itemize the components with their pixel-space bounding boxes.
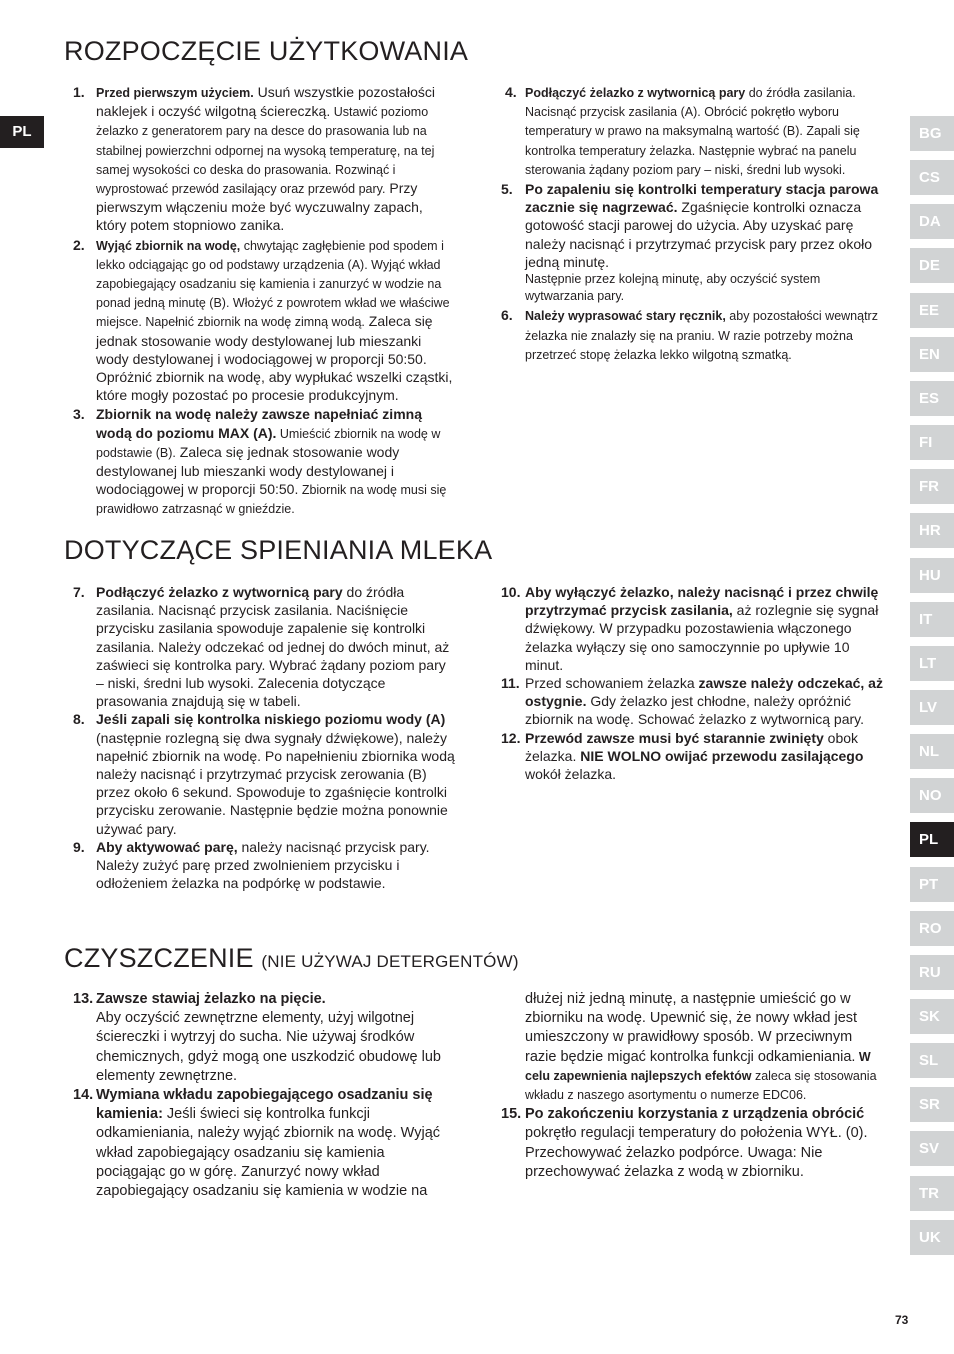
- language-tab-uk[interactable]: UK: [910, 1220, 954, 1255]
- list-item: [501, 674, 883, 729]
- item-text: chwytając zagłębienie pod spodem i lekko odciągając go od podstawy urządzenia (A). Wyjąć wkład zapobiegający osadzaniu się kamienia i zanurzyć w wodzie na ponad jedną minutę (B). Włożyć z powrotem wkład we właściwe miejsce. Napełnić zbiornik na wodę zimną wodą.: [96, 238, 450, 330]
- list-item: [64, 1086, 456, 1201]
- milk-right-column: [501, 583, 883, 783]
- language-tab-pl[interactable]: PL: [910, 822, 954, 857]
- language-tab-lt[interactable]: LT: [910, 646, 954, 681]
- language-tab-pt[interactable]: PT: [910, 867, 954, 902]
- item-bold: Podłączyć żelazko z wytwornicą pary: [525, 86, 746, 100]
- item-text: Zbiornik na wodę musi się prawidłowo zatrzasnąć w gnieździe.: [96, 483, 447, 517]
- section-title-start: ROZPOCZĘCIE UŻYTKOWANIA: [64, 36, 469, 66]
- item-number: 3.: [73, 406, 85, 423]
- language-tab-tr[interactable]: TR: [910, 1176, 954, 1211]
- language-tab-lv[interactable]: LV: [910, 690, 954, 725]
- item-bold: Jeśli zapali się kontrolka niskiego poziomu wody (A): [96, 711, 446, 728]
- language-tab-sl[interactable]: SL: [910, 1043, 954, 1078]
- item-text: do źródła zasilania. Nacisnąć przycisk zasilania. Naciśnięcie przycisku zasilania spowoduje zapalenie się kontrolki zasilania. Należy odczekać od jednej do dwóch minut, aż zaświeci się kontrolka pary. Wybrać żądany poziom pary – niski, średni lub wysoki. Zalecenia dotyczące prasowania znajdują się w tabeli.: [96, 584, 450, 710]
- item-text: wokół żelazka.: [525, 766, 617, 783]
- item-bold: NIE WOLNO owijać przewodu zasilającego: [580, 747, 864, 764]
- language-tab-da[interactable]: DA: [910, 204, 954, 239]
- item-text: Ustawić poziomo żelazko z generatorem pary na desce do prasowania lub na stabilnej powierzchni odpornej na wysoką temperaturę, na tej samej wysokości co deska do prasowania. Rozwinąć i wyprostować przewód zasilający oraz przewód pary.: [96, 105, 435, 197]
- item-bold: Zbiornik na wodę należy zawsze napełniać zimną wodą do poziomu MAX (A).: [96, 406, 422, 441]
- item-number: 9.: [73, 838, 85, 855]
- item-number: 8.: [73, 711, 85, 728]
- item-number: 6.: [501, 307, 513, 324]
- item-bold: Aby wyłączyć żelazko, należy nacisnąć i przez chwilę przytrzymać przycisk zasilania,: [525, 584, 879, 619]
- language-tab-hr[interactable]: HR: [910, 513, 954, 548]
- list-item: [64, 83, 456, 235]
- language-tab-ro[interactable]: RO: [910, 911, 954, 946]
- list-item: [501, 306, 883, 364]
- list-item: [501, 1105, 883, 1182]
- item-number: 15.: [501, 1106, 522, 1123]
- list-item: [501, 729, 883, 784]
- item-text: Zaleca się jednak stosowanie wody destylowanej lub mieszanki wody destylowanej i wodociągowej w proporcji 50:50. Opróżnić zbiornik na wodę, aby wypłukać wszelki cząstki, które mogły pozostać po procesie produkcyjnym.: [96, 313, 453, 404]
- item-text: Następnie przez kolejną minutę, aby oczyścić system wytwarzania pary.: [525, 272, 821, 304]
- milk-left-column: [64, 583, 456, 892]
- item-text: Jeśli świeci się kontrolka funkcji odkamieniania, należy wyjąć zbiornik na wodę. Wyjąć wkład zapobiegający osadzaniu się kamienia pociągając go w górę. Zanurzyć nowy wkład zapobiegający osadzaniu się kamienia w wodzie na: [96, 1106, 441, 1200]
- item-text: Aby oczyścić zewnętrzne elementy, użyj wilgotnej ściereczki i wytrzyj do sucha. Nie używaj środków chemicznych, gdyż mogą one uszkodzić obudowę lub elementy zewnętrzne.: [96, 1010, 441, 1084]
- language-tab-ee[interactable]: EE: [910, 293, 954, 328]
- item-text: należy nacisnąć przycisk pary. Należy zużyć parę przed zwolnieniem przycisku i odłożeniem żelazka na podpórkę w podstawie.: [96, 838, 430, 892]
- item-bold: W celu zapewnienia najlepszych efektów: [525, 1049, 871, 1083]
- language-tab-cs[interactable]: CS: [910, 160, 954, 195]
- item-text: Usuń wszystkie pozostałości naklejek i oczyść wilgotną ściereczką.: [96, 84, 435, 120]
- language-tab-no[interactable]: NO: [910, 778, 954, 813]
- list-item: [501, 583, 883, 674]
- section-subtitle: (NIE UŻYWAJ DETERGENTÓW): [261, 952, 519, 971]
- item-text: (następnie rozlegną się dwa sygnały dźwiękowe), należy napełnić zbiornik na wodę. Po napełnieniu zbiornika wodą należy nacisnąć i przytrzymać przycisk zerowania (B) przez około 6 sekund. Spowoduje to zgaśnięcie kontrolki przycisku zerowanie. Następnie będzie można ponownie używać pary.: [96, 729, 455, 837]
- list-item-continued: [501, 990, 883, 1105]
- item-text: Gdy żelazko jest chłodne, należy opróżnić zbiornik na wodę. Schować żelazko z wytwornicą pary.: [525, 693, 865, 728]
- item-bold: Przed pierwszym użyciem.: [96, 86, 254, 100]
- item-text: pokrętło regulacji temperatury do położenia WYŁ. (0). Przechowywać żelazko podpórce. Uwaga: Nie przechowywać żelazka z wodą w zbiorniku.: [525, 1125, 868, 1180]
- page-number: 73: [895, 1313, 909, 1327]
- list-item: [501, 180, 883, 305]
- language-tab-sk[interactable]: SK: [910, 999, 954, 1034]
- item-text: do źródła zasilania. Nacisnąć przycisk zasilania (A). Obrócić pokrętło wyboru temperatury w prawo na maksymalną wartość (B). Zapali się kontrolka temperatury żelazka. Następnie wybrać na panelu sterowania żądany poziom pary – niski, średni lub wysoki.: [525, 86, 860, 177]
- list-item: [64, 838, 456, 893]
- list-item: [64, 990, 456, 1086]
- section-title-text: CZYSZCZENIE: [64, 943, 254, 973]
- item-bold: Po zakończeniu korzystania z urządzenia obrócić: [525, 1106, 865, 1123]
- language-tab-bg[interactable]: BG: [910, 116, 954, 151]
- item-text: dłużej niż jedną minutę, a następnie umieścić go w zbiorniku na wodę. Upewnić się, że nowy wkład jest umieszczony w prawidłowy sposób. W przeciwnym razie będzie migać kontrolka funkcji odkamieniania.: [525, 991, 858, 1065]
- item-number: 10.: [501, 584, 521, 600]
- language-tab-fr[interactable]: FR: [910, 469, 954, 504]
- item-text: aż rozlegnie się sygnał dźwiękowy. W przypadku pozostawienia włączonego żelazka wyłączy się ono samoczynnie po upływie 10 minut.: [525, 602, 879, 673]
- item-number: 5.: [501, 181, 513, 198]
- language-tab-de[interactable]: DE: [910, 248, 954, 283]
- language-tab-ru[interactable]: RU: [910, 955, 954, 990]
- language-tab-it[interactable]: IT: [910, 602, 954, 637]
- list-item: [64, 710, 456, 837]
- item-bold: Po zapaleniu się kontrolki temperatury stacja parowa zacznie się nagrzewać.: [525, 181, 879, 216]
- list-item: [64, 405, 456, 518]
- item-bold: Wymiana wkładu zapobiegającego osadzaniu się kamienia:: [96, 1087, 433, 1123]
- item-bold: Przewód zawsze musi być starannie zwinięty: [525, 729, 824, 746]
- item-text: Przed schowaniem żelazka: [525, 675, 699, 692]
- list-item: [64, 583, 456, 710]
- item-number: 4.: [505, 84, 517, 100]
- language-tab-fi[interactable]: FI: [910, 425, 954, 460]
- item-number: 2.: [73, 236, 85, 253]
- item-bold: Należy wyprasować stary ręcznik,: [525, 309, 726, 324]
- list-item: [501, 83, 883, 179]
- item-number: 11.: [501, 675, 520, 692]
- language-tab-nl[interactable]: NL: [910, 734, 954, 769]
- clean-left-column: [64, 990, 456, 1201]
- item-bold: Zawsze stawiaj żelazko na pięcie.: [96, 991, 326, 1007]
- clean-right-column: [501, 990, 883, 1182]
- side-language-label: PL: [0, 116, 44, 148]
- section-title-clean: [64, 943, 519, 974]
- item-bold: Wyjąć zbiornik na wodę,: [96, 238, 241, 253]
- item-text: Przy pierwszym włączeniu może być wyczuwalny zapach, który potem stopniowo zanika.: [96, 180, 423, 234]
- item-bold: Aby aktywować parę,: [96, 838, 238, 855]
- item-bold: zawsze należy odczekać, aż ostygnie.: [525, 675, 883, 710]
- item-text: Zaleca się jednak stosowanie wody destylowanej lub mieszanki wody destylowanej i wodociągowej w proporcji 50:50.: [96, 443, 400, 498]
- item-number: 12.: [501, 729, 521, 746]
- item-bold: Podłączyć żelazko z wytwornicą pary: [96, 584, 343, 600]
- section-title-milk: DOTYCZĄCE SPIENIANIA MLEKA: [64, 535, 493, 565]
- item-number: 7.: [73, 584, 85, 600]
- start-left-column: [64, 83, 456, 519]
- language-tab-es[interactable]: ES: [910, 381, 954, 416]
- language-tab-sv[interactable]: SV: [910, 1131, 954, 1166]
- item-text: aby pozostałości wewnątrz żelazka nie znalazły się na praniu. W razie potrzeby można przetrzeć stopę żelazka lekko wilgotną szmatką.: [525, 309, 878, 362]
- item-text: Zgaśnięcie kontrolki oznacza gotowość stacji parowej do użycia. Aby uzyskać parę należy nacisnąć i przytrzymać przycisk pary przez około jedną minutę.: [525, 199, 873, 270]
- language-tab-sr[interactable]: SR: [910, 1087, 954, 1122]
- item-text: zaleca się stosowania wkładu z naszego asortymentu o numerze EDC06.: [525, 1068, 877, 1103]
- item-text: Umieścić zbiornik na wodę w podstawie (B).: [96, 426, 441, 460]
- list-item: [64, 236, 456, 405]
- language-tab-en[interactable]: EN: [910, 337, 954, 372]
- start-right-column: [501, 83, 883, 364]
- item-text: obok żelazka.: [525, 729, 859, 764]
- item-number: 13.: [73, 991, 94, 1007]
- item-number: 1.: [73, 84, 85, 100]
- language-tab-hu[interactable]: HU: [910, 558, 954, 593]
- item-number: 14.: [73, 1087, 94, 1104]
